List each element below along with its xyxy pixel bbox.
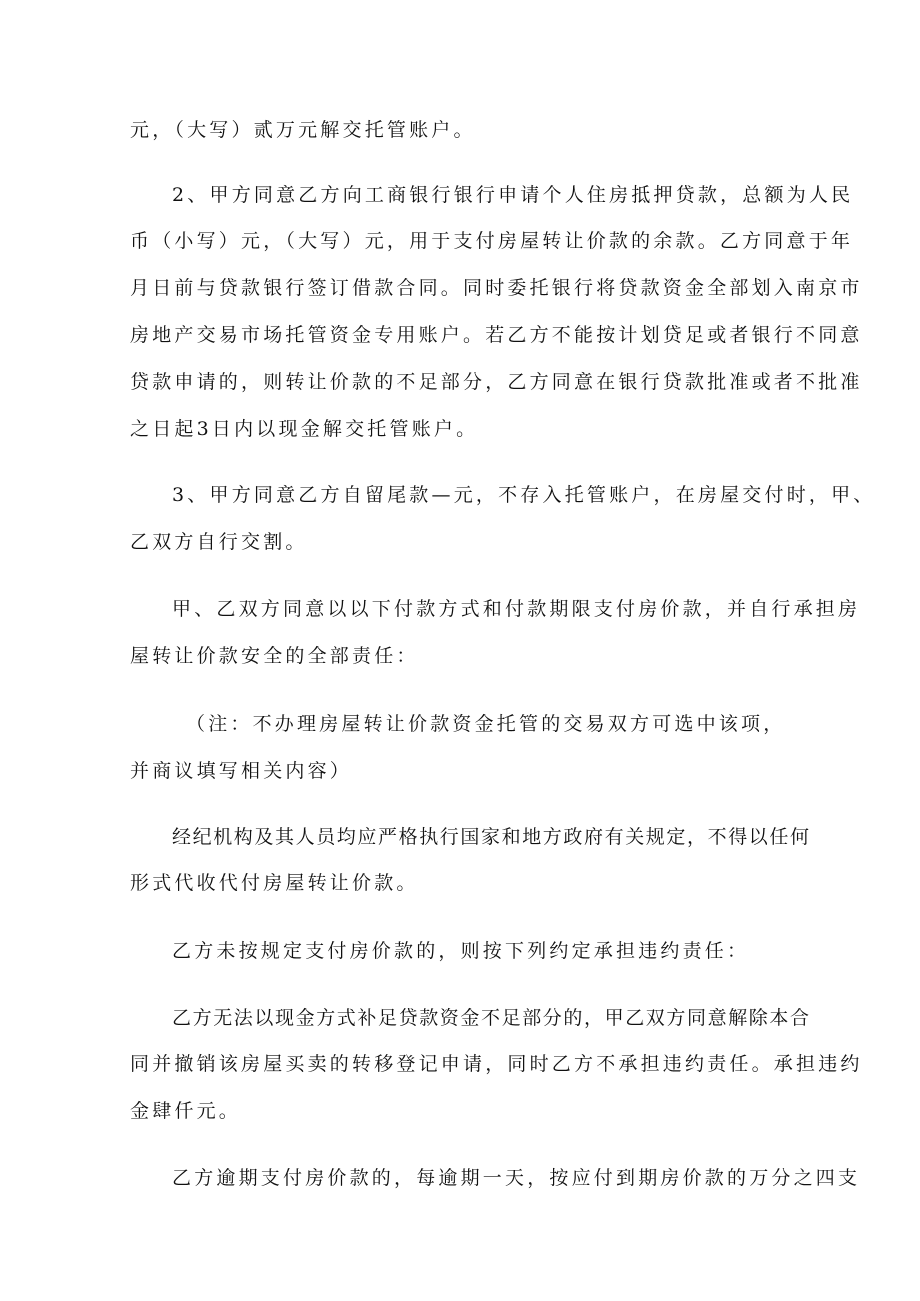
paragraph-line: 元，（大写）贰万元解交托管账户。 — [130, 119, 476, 141]
paragraph-line: 之日起3日内以现金解交托管账户。 — [130, 418, 479, 440]
paragraph-line: 乙方无法以现金方式补足贷款资金不足部分的，甲乙双方同意解除本合 — [172, 1007, 811, 1029]
paragraph-line: 贷款申请的，则转让价款的不足部分，乙方同意在银行贷款批准或者不批准 — [130, 371, 863, 393]
paragraph-line: 2、甲方同意乙方向工商银行银行申请个人住房抵押贷款，总额为人民 — [172, 184, 854, 206]
paragraph-line: 甲、乙双方同意以以下付款方式和付款期限支付房价款，并自行承担房 — [172, 598, 861, 620]
paragraph-line: 乙方逾期支付房价款的，每逾期一天，按应付到期房价款的万分之四支 — [172, 1167, 861, 1189]
paragraph-line: 房地产交易市场托管资金专用账户。若乙方不能按计划贷足或者银行不同意 — [130, 324, 863, 346]
note-line: 并商议填写相关内容） — [130, 760, 353, 782]
paragraph-line: 金肆仟元。 — [130, 1100, 242, 1122]
paragraph-line: 币（小写）元，（大写）元，用于支付房屋转让价款的余款。乙方同意于年 — [130, 230, 854, 252]
paragraph-line: 同并撤销该房屋买卖的转移登记申请，同时乙方不承担违约责任。承担违约 — [130, 1053, 863, 1075]
paragraph-line: 月日前与贷款银行签订借款合同。同时委托银行将贷款资金全部划入南京市 — [130, 277, 863, 299]
paragraph-line: 形式代收代付房屋转让价款。 — [130, 872, 419, 894]
note-line: （注：不办理房屋转让价款资金托管的交易双方可选中该项， — [186, 713, 786, 735]
paragraph-line: 屋转让价款安全的全部责任： — [130, 645, 419, 667]
paragraph-line: 3、甲方同意乙方自留尾款—元，不存入托管账户，在房屋交付时，甲、 — [172, 484, 876, 506]
paragraph-line: 经纪机构及其人员均应严格执行国家和地方政府有关规定，不得以任何 — [172, 826, 811, 848]
paragraph-line: 乙方未按规定支付房价款的，则按下列约定承担违约责任： — [172, 940, 750, 962]
paragraph-line: 乙双方自行交割。 — [130, 531, 308, 553]
